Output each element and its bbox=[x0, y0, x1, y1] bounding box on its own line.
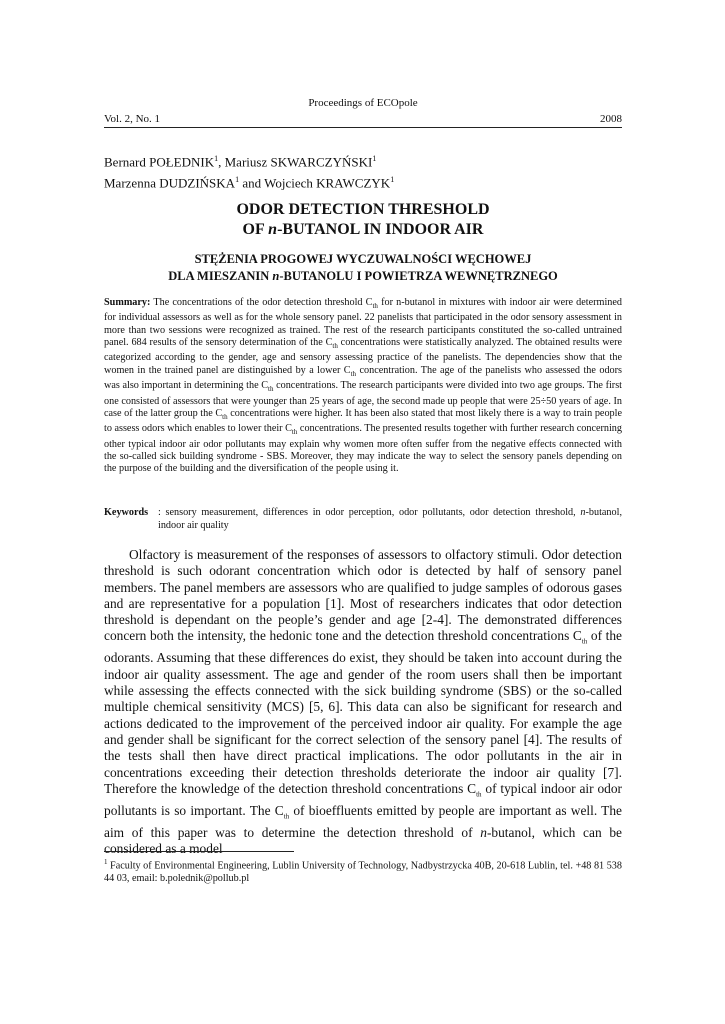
affiliation-mark: 1 bbox=[372, 154, 377, 163]
subtitle-line: STĘŻENIA PROGOWEJ WYCZUWALNOŚCI WĘCHOWEJ bbox=[194, 252, 532, 266]
summary-abstract: Summary: The concentrations of the odor detection threshold $C_{th}$ for n-butanol in mixtures with indoor air were determined for individual assessors as well as for the whole sensory panel. 22 panelists that participated in the odor sensory assessment in more than two sessions were recognized as trained. The rest of the research participants constituted the so-called untrained panel. 684 results of the sensory determination of the $C_{th}$ concentrations were statistically analyzed. The obtained results were categorized according to the gender, age and sensory assessing practice of the panelists. The dependencies show that the women in the trained panel are distinguished by a lower $C_{th}$ concentration. The age of the panelists who assessed the odors was also important in determining the $C_{th}$ concentrations. The research participants were divided into two age groups. The first one consisted of assessors that were younger than 25 years of age, the second made up people that were 25÷50 years of age. In case of the latter group the $C_{th}$ concentrations were higher. It has been also stated that most likely there is a way to train people to assess odors which enables to lower their $C_{th}$ concentrations. The presented results together with further research concerning other typical indoor air odor pollutants may explain why women more often suffer from the negative effects connected with the so-called sick building syndrome - SBS. Moreover, they may indicate the way to select the sensory panels depending on the purpose of the building and the diversification of the people using it. bbox=[104, 297, 623, 475]
summary-label: Summary: bbox=[104, 297, 151, 308]
author-name: Marzenna DUDZIŃSKA bbox=[104, 175, 236, 191]
footnote-rule bbox=[104, 851, 294, 852]
footnote-mark: 1 bbox=[104, 858, 108, 866]
title-line: OF n-BUTANOL IN INDOOR AIR bbox=[242, 221, 484, 238]
keywords-label: Keywords bbox=[104, 507, 149, 518]
title-line: ODOR DETECTION THRESHOLD bbox=[236, 201, 490, 218]
keywords-block bbox=[104, 506, 622, 532]
volume-number: Vol. 2, No. 1 bbox=[104, 113, 161, 125]
journal-name: Proceedings of ECOpole bbox=[308, 97, 418, 109]
paper-subtitle-polish bbox=[104, 251, 622, 285]
keywords-text: : sensory measurement, differences in odor perception, odor pollutants, odor detection threshold, n-butanol, indoor air quality bbox=[158, 507, 622, 531]
subtitle-line: DLA MIESZANIN n-BUTANOLU I POWIETRZA WEWNĘTRZNEGO bbox=[168, 269, 558, 283]
author-name: , Mariusz SKWARCZYŃSKI bbox=[218, 154, 373, 170]
footnote: $^1$ Faculty of Environmental Engineering, Lublin University of Technology, Nadbystrzycka 40B, 20-618 Lublin, tel. +48 81 538 44 03, email: b.polednik@pollub.pl bbox=[104, 858, 622, 885]
affiliation-mark: 1 bbox=[235, 175, 240, 185]
author-name: Bernard POŁEDNIK bbox=[104, 154, 215, 170]
affiliation-mark: 1 bbox=[390, 175, 395, 185]
body-paragraph: Olfactory is measurement of the responses of assessors to olfactory stimuli. Odor detection threshold is such odorant concentration which odor is detected by half of sensory panel members. The panel members are assessors who are qualified to judge samples of odorous gases and are representative for a population [1]. Most of researchers indicates that odor detection threshold is dependant on the people’s gender and age [2-4]. The demonstrated differences concern both the intensity, the hedonic tone and the detection threshold concentrations $C_{th}$ of the odorants. Assuming that these differences do exist, they should be taken into account during the indoor air quality assessment. The age and gender of the room users shall then be important while assessing the effects connected with the sick building syndrome (SBS) or the so-called multiple chemical sensitivity (MCS) [5, 6]. This data can also be significant for research and actions dedicated to the improvement of the perceived indoor air quality. For example the age and gender shall be significant for the correct selection of the sensory panel [4]. The results of the tests shall then have direct practical implications. The odor pollutants in the air in concentrations exceeding their detection thresholds deteriorate the indoor air quality [7]. Therefore the knowledge of the detection threshold concentrations $C_{th}$ of typical indoor air odor pollutants is so important. The $C_{th}$ of bioeffluents emitted by people are important as well. The aim of this paper was to determine the detection threshold of n-butanol, which can be considered as a model bbox=[104, 547, 623, 857]
body-text bbox=[104, 547, 622, 857]
paper-title bbox=[104, 200, 622, 240]
author-name: and Wojciech KRAWCZYK bbox=[239, 175, 391, 191]
author-list bbox=[104, 150, 394, 193]
publication-year: 2008 bbox=[600, 113, 622, 125]
affiliation-mark: 1 bbox=[214, 154, 219, 163]
author-line-1 bbox=[104, 150, 394, 171]
author-line-2 bbox=[104, 171, 394, 192]
header-rule bbox=[104, 127, 622, 128]
